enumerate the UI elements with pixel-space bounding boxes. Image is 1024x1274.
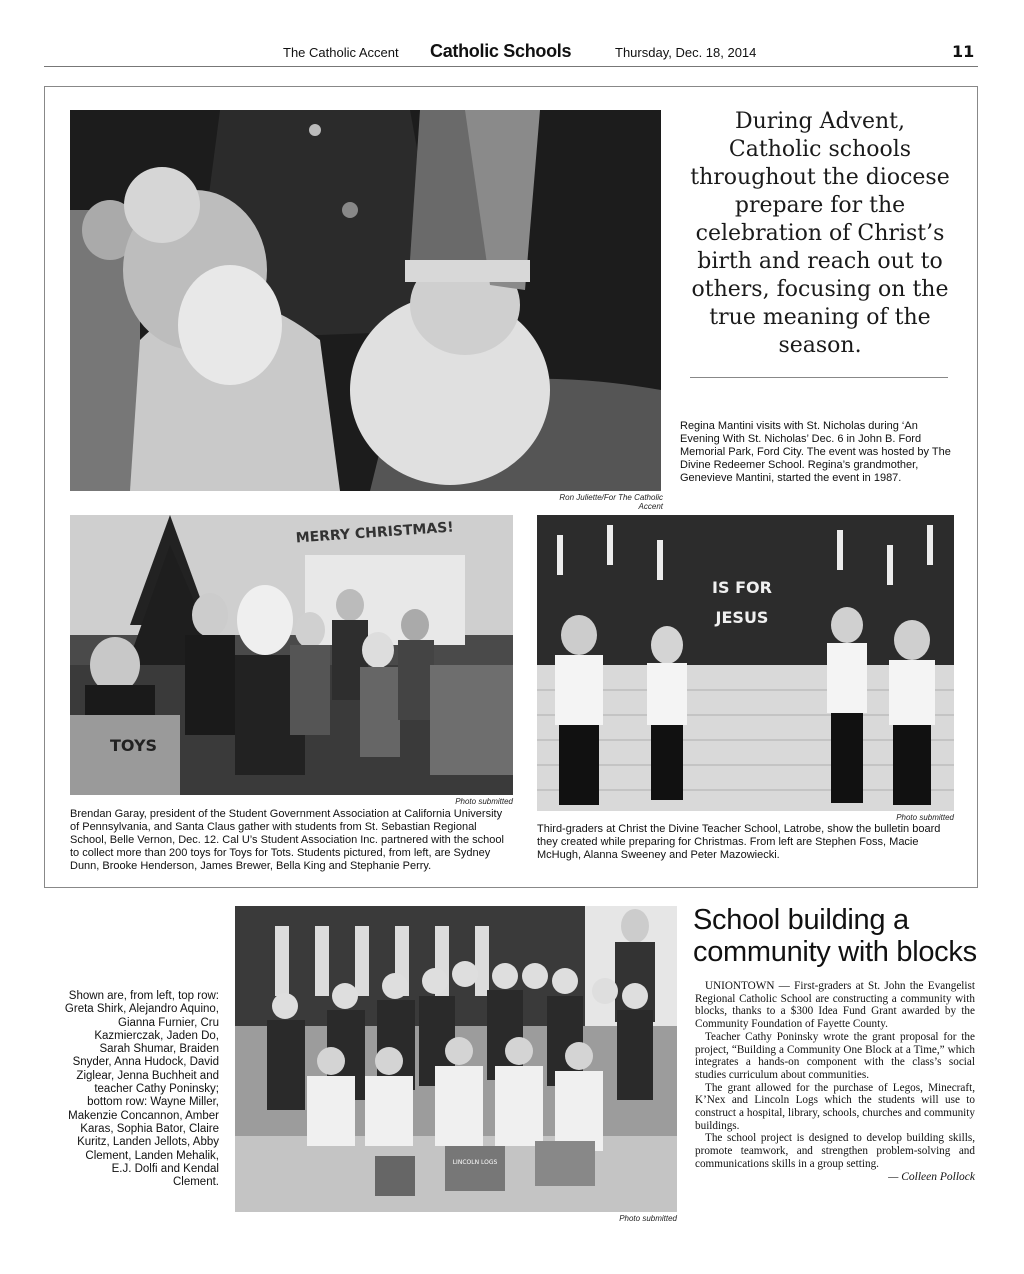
publication-name: The Catholic Accent	[283, 45, 399, 60]
story-headline: School building a community with blocks	[693, 904, 977, 968]
section-title: Catholic Schools	[430, 41, 572, 61]
photo-st-nicholas	[70, 110, 661, 491]
page-number: 11	[952, 42, 975, 61]
story-paragraph: The school project is designed to develop building skills, promote teamwork, and strengthen problem-solving and communications skills in a group setting.	[695, 1132, 975, 1170]
photo-community-blocks-image	[235, 906, 677, 1212]
photo-jesus-credit: Photo submitted	[896, 813, 954, 822]
lincoln-logs-box-text: LINCOLN LOGS	[452, 1159, 498, 1166]
issue-date: Thursday, Dec. 18, 2014	[615, 45, 757, 60]
community-photo-caption: Shown are, from left, top row: Greta Shirk, Alejandro Aquino, Gianna Furnier, Cru Kazmierczak, Jaden Do, Sarah Shumar, Braiden Snyder, Anna Hudock, David Ziglear, Jenna Buchheit and teacher Cathy Poninsky; bottom row: Wayne Miller, Makenzie Concannon, Amber Karas, Sophia Bator, Claire Kuritz, Landen Jellots, Abby Clement, Landen Mehalik, E.J. Dolfi and Kendal Clement.	[64, 990, 219, 1189]
headline-rule	[690, 377, 948, 378]
photo-jesus-caption: Third-graders at Christ the Divine Teacher School, Latrobe, show the bulletin board they created while preparing for Christmas. From left are Stephen Foss, Macie McHugh, Alanna Sweeney and Peter Mazowiecki.	[537, 823, 941, 861]
photo-community-blocks	[235, 906, 677, 1212]
story-byline: — Colleen Pollock	[888, 1170, 975, 1183]
story-body	[695, 980, 975, 1183]
photo-toys-credit: Photo submitted	[455, 797, 513, 806]
bulletin-board-line1: IS FOR	[712, 578, 772, 597]
bulletin-board-line2: JESUS	[715, 608, 769, 627]
feature-headline: During Advent, Catholic schools throughout the diocese prepare for the celebration of Christ’s birth and reach out to others, focusing on the true meaning of the season.	[690, 109, 950, 358]
christmas-sign-text: MERRY CHRISTMAS!	[295, 519, 455, 547]
header-rule	[44, 66, 978, 67]
photo-toys-caption: Brendan Garay, president of the Student Government Association at California University of Pennsylvania, and Santa Claus gather with students from St. Sebastian Regional School, Belle Vernon, Dec. 12. Cal U’s Student Association Inc. partnered with the school to collect more than 200 toys for Toys for Tots. Students pictured, from left, are Sydney Dunn, Brooke Henderson, James Brewer, Bella King and Stephanie Perry.	[70, 808, 504, 872]
toys-box-text: TOYS	[110, 736, 158, 755]
photo-community-credit: Photo submitted	[619, 1214, 677, 1223]
story-paragraph: UNIONTOWN — First-graders at St. John the Evangelist Regional Catholic School are constructing a community with blocks, thanks to a $300 Idea Fund Grant awarded by the Community Foundation of Fayette County.	[695, 980, 975, 1031]
photo-st-nicholas-caption: Regina Mantini visits with St. Nicholas during ‘An Evening With St. Nicholas’ Dec. 6 in John B. Ford Memorial Park, Ford City. The event was hosted by The Divine Redeemer School. Regina’s grandmother, Genevieve Mantini, started the event in 1987.	[680, 420, 951, 484]
photo-toys-for-tots-image	[70, 515, 513, 795]
story-paragraph: Teacher Cathy Poninsky wrote the grant proposal for the project, “Building a Community One Block at a Time,” which integrates a hands-on component with the class’s social studies curriculum about communities.	[695, 1030, 975, 1081]
photo-st-nicholas-image	[70, 110, 661, 491]
photo-j-is-for-jesus	[537, 515, 954, 811]
photo-j-is-for-jesus-image	[537, 515, 954, 811]
photo-st-nicholas-credit: Ron Juliette/For The Catholic Accent	[559, 493, 663, 511]
story-paragraph: The grant allowed for the purchase of Legos, Minecraft, K’Nex and Lincoln Logs which the students will use to construct a hospital, library, schools, churches and community buildings.	[695, 1081, 975, 1132]
photo-toys-for-tots	[70, 515, 513, 795]
